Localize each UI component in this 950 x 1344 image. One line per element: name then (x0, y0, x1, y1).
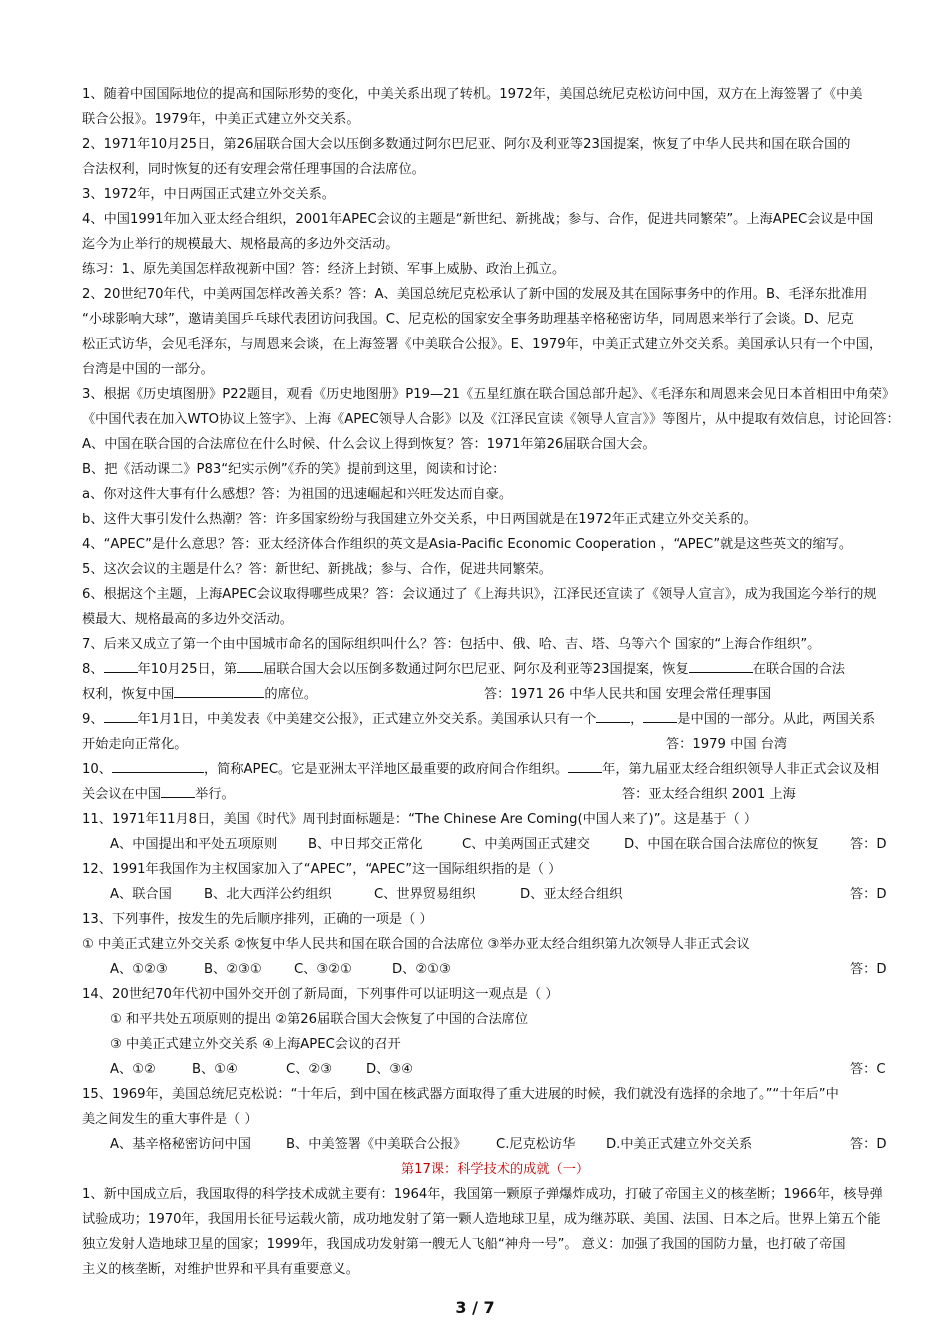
lesson-heading: 第17课：科学技术的成就（一） (400, 1162, 590, 1177)
text-line: 主义的核垄断，对维护世界和平具有重要意义。 (82, 1262, 359, 1277)
q11-answer: 答：D (850, 837, 887, 852)
q8-text: 届联合国大会以压倒多数通过阿尔巴尼亚、阿尔及利亚等23国提案，恢复 (263, 662, 689, 677)
question-15-stem-2: 美之间发生的重大事件是（ ） (82, 1112, 258, 1127)
question-8-line-1 (82, 657, 908, 682)
q8-text: 年10月25日，第 (137, 662, 238, 677)
text-line: 台湾是中国的一部分。 (82, 362, 214, 377)
text-line: 模最大、规格最高的多边外交活动。 (82, 612, 293, 627)
fill-blank (568, 758, 602, 773)
text-line: 联合公报》。1979年，中美正式建立外交关系。 (82, 112, 360, 127)
q8-text: 权利，恢复中国 (82, 687, 175, 702)
option-a: A、①②③ (110, 962, 168, 977)
q10-text: ，简称APEC。它是亚洲太平洋地区最重要的政府间合作组织。 (203, 762, 569, 777)
option-b: B、北大西洋公约组织 (204, 887, 332, 902)
question-14-stem: 14、20世纪70年代初中国外交开创了新局面，下列事件可以证明这一观点是（ ） (82, 987, 559, 1002)
text-line: 6、根据这个主题，上海APEC会议取得哪些成果？答：会议通过了《上海共识》，江泽民还宣读了《领导人宣言》，成为我国迄今举行的规 (82, 587, 877, 602)
q10-text: 关会议在中国 (82, 787, 162, 802)
text-line: 1、新中国成立后，我国取得的科学技术成就主要有：1964年，我国第一颗原子弹爆炸成功，打破了帝国主义的核垄断；1966年，核导弹 (82, 1187, 883, 1202)
question-15-stem-1: 15、1969年，美国总统尼克松说：“十年后，到中国在核武器方面取得了重大进展的时候，我们就没有选择的余地了。”“十年后”中 (82, 1087, 839, 1102)
fill-blank (104, 708, 138, 723)
text-line: 1、随着中国国际地位的提高和国际形势的变化，中美关系出现了转机。1972年，美国总统尼克松访问中国，双方在上海签署了《中美 (82, 87, 863, 102)
question-14-items-2: ③ 中美正式建立外交关系 ④上海APEC会议的召开 (110, 1037, 401, 1052)
text-line: 4、中国1991年加入亚太经合组织，2001年APEC会议的主题是“新世纪、新挑战；参与、合作，促进共同繁荣”。上海APEC会议是中国 (82, 212, 874, 227)
fill-blank (237, 658, 263, 673)
q10-prefix: 10、 (82, 762, 112, 777)
option-d: D、亚太经合组织 (520, 887, 623, 902)
text-line: 合法权利，同时恢复的还有安理会常任理事国的合法席位。 (82, 162, 425, 177)
q10-text: 举行。 (195, 787, 235, 802)
text-line: 3、1972年，中日两国正式建立外交关系。 (82, 187, 335, 202)
question-12-stem: 12、1991年我国作为主权国家加入了“APEC”，“APEC”这一国际组织指的是（ ） (82, 862, 562, 877)
q8-answer: 答：1971 26 中华人民共和国 安理会常任理事国 (484, 687, 772, 702)
option-c: C、中美两国正式建交 (462, 837, 590, 852)
text-line: 独立发射人造地球卫星的国家；1999年，我国成功发射第一艘无人飞船“神舟一号”。 意义：加强了我国的国防力量，也打破了帝国 (82, 1237, 846, 1252)
option-c: C.尼克松访华 (496, 1137, 576, 1152)
text-line: 4、“APEC”是什么意思？答：亚太经济体合作组织的英文是Asia-Pacific Economic Cooperation ，“APEC”就是这些英文的缩写。 (82, 537, 853, 552)
question-11-options (82, 832, 908, 857)
option-c: C、③②① (294, 962, 352, 977)
question-8-line-2 (82, 682, 908, 707)
fill-blank (161, 783, 195, 798)
text-line: 练习：1、原先美国怎样敌视新中国？答：经济上封锁、军事上威胁、政治上孤立。 (82, 262, 566, 277)
text-line: 3、根据《历史填图册》P22题目，观看《历史地图册》P19—21《五星红旗在联合国总部升起》、《毛泽东和周恩来会见日本首相田中角荣》 (82, 387, 896, 402)
option-b: B、中日邦交正常化 (308, 837, 423, 852)
option-d: D.中美正式建立外交关系 (606, 1137, 753, 1152)
page-number: 3 / 7 (455, 1298, 495, 1317)
fill-blank (174, 683, 264, 698)
question-12-options (82, 882, 908, 907)
question-14-items-1: ① 和平共处五项原则的提出 ②第26届联合国大会恢复了中国的合法席位 (110, 1012, 529, 1027)
text-line: 《中国代表在加入WTO协议上签字》、上海《APEC领导人合影》以及《江泽民宣读《领导人宣言》》等图片，从中提取有效信息，讨论回答： (82, 412, 900, 427)
option-a: A、基辛格秘密访问中国 (110, 1137, 251, 1152)
text-line: “小球影响大球”，邀请美国乒乓球代表团访问我国。C、尼克松的国家安全事务助理基辛格秘密访华，同周恩来举行了会谈。D、尼克 (82, 312, 854, 327)
option-d: D、③④ (366, 1062, 413, 1077)
question-13-items: ① 中美正式建立外交关系 ②恢复中华人民共和国在联合国的合法席位 ③举办亚太经合组织第九次领导人非正式会议 (82, 937, 750, 952)
q10-answer: 答：亚太经合组织 2001 上海 (622, 787, 796, 802)
text-line: 2、1971年10月25日，第26届联合国大会以压倒多数通过阿尔巴尼亚、阿尔及利亚等23国提案，恢复了中华人民共和国在联合国的 (82, 137, 851, 152)
fill-blank (689, 658, 753, 673)
fill-blank (112, 758, 204, 773)
option-a: A、①② (110, 1062, 156, 1077)
q13-answer: 答：D (850, 962, 887, 977)
q10-text: 年，第九届亚太经合组织领导人非正式会议及相 (602, 762, 880, 777)
option-a: A、中国提出和平处五项原则 (110, 837, 278, 852)
q8-text: 在联合国的合法 (752, 662, 845, 677)
option-d: D、②①③ (392, 962, 451, 977)
option-c: C、世界贸易组织 (374, 887, 476, 902)
question-11-stem: 11、1971年11月8日，美国《时代》周刊封面标题是：“The Chinese Are Coming(中国人来了)”。这是基于（ ） (82, 812, 758, 827)
fill-blank (643, 708, 677, 723)
document-body (82, 82, 908, 1282)
text-line: 2、20世纪70年代，中美两国怎样改善关系？答：A、美国总统尼克松承认了新中国的发展及其在国际事务中的作用。B、毛泽东批准用 (82, 287, 868, 302)
option-a: A、联合国 (110, 887, 172, 902)
text-line: A、中国在联合国的合法席位在什么时候、什么会议上得到恢复？答：1971年第26届联合国大会。 (82, 437, 656, 452)
text-line: 7、后来又成立了第一个由中国城市命名的国际组织叫什么？答：包括中、俄、哈、吉、塔、乌等六个 国家的“上海合作组织”。 (82, 637, 821, 652)
q12-answer: 答：D (850, 887, 887, 902)
question-14-options (82, 1057, 908, 1082)
text-line: 迄今为止举行的规模最大、规格最高的多边外交活动。 (82, 237, 399, 252)
text-line: B、把《活动课二》P83“纪实示例”《乔的笑》提前到这里，阅读和讨论： (82, 462, 506, 477)
option-d: D、中国在联合国合法席位的恢复 (624, 837, 819, 852)
text-line: 5、这次会议的主题是什么？答：新世纪、新挑战；参与、合作，促进共同繁荣。 (82, 562, 552, 577)
q9-text: 开始走向正常化。 (82, 737, 188, 752)
question-13-stem: 13、下列事件，按发生的先后顺序排列，正确的一项是（ ） (82, 912, 433, 927)
q9-prefix: 9、 (82, 712, 104, 727)
question-15-options (82, 1132, 908, 1157)
option-b: B、①④ (192, 1062, 238, 1077)
text-line: 试验成功；1970年，我国用长征号运载火箭，成功地发射了第一颗人造地球卫星，成为继苏联、美国、法国、日本之后。世界上第五个能 (82, 1212, 881, 1227)
fill-blank (104, 658, 138, 673)
question-10-line-1 (82, 757, 908, 782)
question-9-line-2 (82, 732, 908, 757)
option-b: B、中美签署《中美联合公报》 (286, 1137, 467, 1152)
fill-blank (596, 708, 630, 723)
q8-text: 的席位。 (264, 687, 318, 702)
q9-answer: 答：1979 中国 台湾 (666, 737, 788, 752)
q9-text: ， (630, 712, 644, 727)
option-b: B、②③① (204, 962, 262, 977)
text-line: a、你对这件大事有什么感想？答：为祖国的迅速崛起和兴旺发达而自豪。 (82, 487, 513, 502)
q9-text: 年1月1日，中美发表《中美建交公报》，正式建立外交关系。美国承认只有一个 (137, 712, 597, 727)
q14-answer: 答：C (850, 1062, 886, 1077)
question-13-options (82, 957, 908, 982)
option-c: C、②③ (286, 1062, 333, 1077)
question-9-line-1 (82, 707, 908, 732)
text-line: 松正式访华，会见毛泽东，与周恩来会谈，在上海签署《中美联合公报》。E、1979年，中美正式建立外交关系。美国承认只有一个中国， (82, 337, 883, 352)
q15-answer: 答：D (850, 1137, 887, 1152)
q9-text: 是中国的一部分。从此，两国关系 (677, 712, 876, 727)
question-10-line-2 (82, 782, 908, 807)
text-line: b、这件大事引发什么热潮？答：许多国家纷纷与我国建立外交关系，中日两国就是在1972年正式建立外交关系的。 (82, 512, 757, 527)
q8-prefix: 8、 (82, 662, 104, 677)
